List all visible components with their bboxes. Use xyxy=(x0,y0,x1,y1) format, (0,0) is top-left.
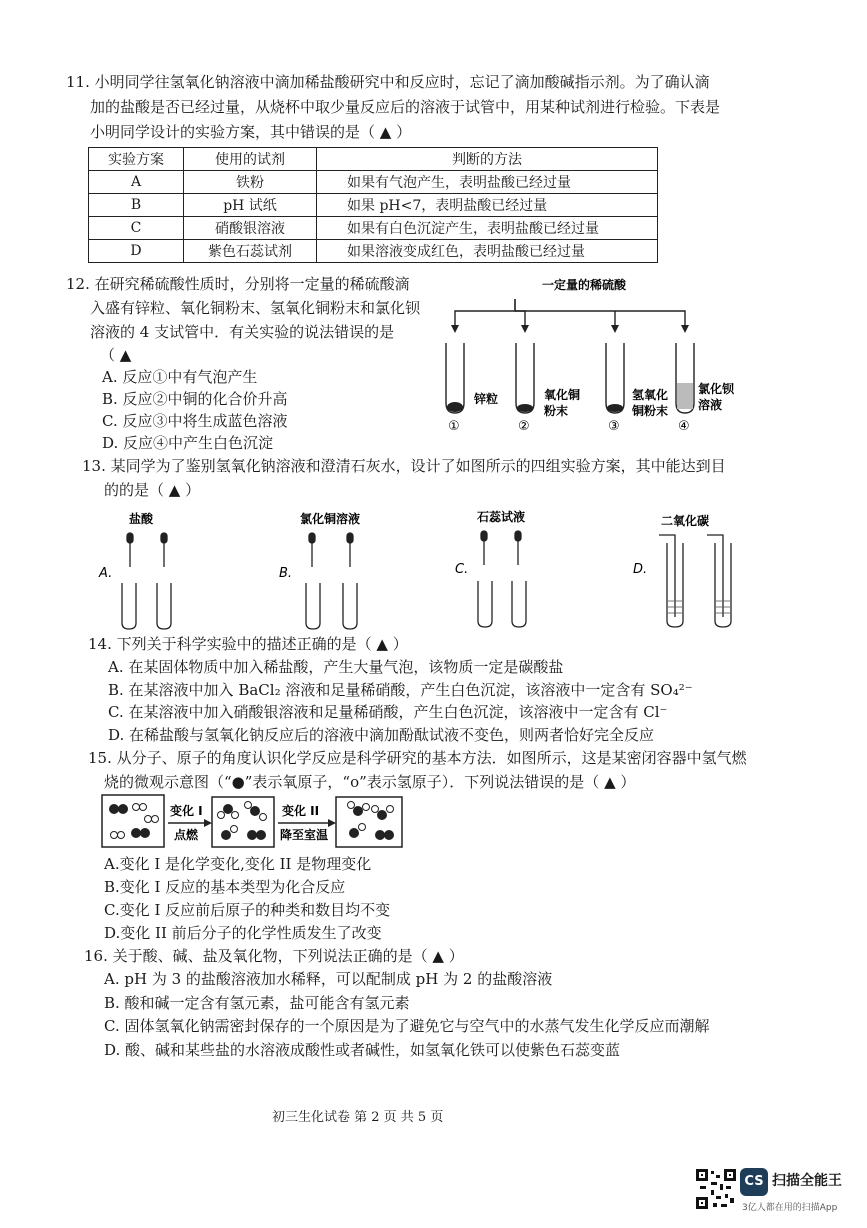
table-cell: 如果 pH<7，表明盐酸已经过量 xyxy=(317,194,658,217)
table-cell: 如果有气泡产生，表明盐酸已经过量 xyxy=(317,171,658,194)
q12-option-b: B. 反应②中铜的化合价升高 xyxy=(102,390,288,408)
q13-experiment-figure xyxy=(95,505,735,635)
table-cell: 如果有白色沉淀产生，表明盐酸已经过量 xyxy=(317,217,658,240)
molecules-after-reaction xyxy=(218,802,267,841)
q14-option-d: D. 在稀盐酸与氢氧化钠反应后的溶液中滴加酚酞试液不变色，则两者恰好完全反应 xyxy=(108,726,655,744)
q11-stem-line2: 加的盐酸是否已经过量，从烧杯中取少量反应后的溶液于试管中，用某种试剂进行检验。下表是 xyxy=(90,98,721,116)
test-tube-3 xyxy=(606,343,624,413)
scanner-tagline: 3亿人都在用的扫描App xyxy=(742,1203,838,1213)
tube4-label-b: 溶液 xyxy=(698,398,723,412)
test-tube-2 xyxy=(516,343,534,413)
q16-option-c: C. 固体氢氧化钠需密封保存的一个原因是为了避免它与空气中的水蒸气发生化学反应而潮解 xyxy=(104,1017,710,1035)
q14-option-c: C. 在某溶液中加入硝酸银溶液和足量稀硝酸，产生白色沉淀，该溶液中一定含有 Cl⁻ xyxy=(108,703,668,721)
tube1-label: 锌粒 xyxy=(474,392,499,406)
q12-stem-line1: 12. 在研究稀硫酸性质时，分别将一定量的稀硫酸滴 xyxy=(66,275,410,293)
tube2-number: ② xyxy=(518,419,530,434)
dropper-pair-c xyxy=(481,531,521,565)
q12-option-a: A. 反应①中有气泡产生 xyxy=(102,368,258,386)
reagent-label-c: 石蕊试液 xyxy=(477,510,526,524)
tube3-number: ③ xyxy=(608,419,620,434)
table-row xyxy=(89,194,658,217)
copper-hydroxide-powder xyxy=(607,404,623,412)
table-cell: pH 试纸 xyxy=(184,194,317,217)
table-header-cell: 实验方案 xyxy=(89,148,184,171)
option-letter-b: B. xyxy=(279,566,293,581)
option-letter-a: A. xyxy=(99,566,113,581)
q13-stem-line2: 的的是（ ▲ ） xyxy=(104,481,201,499)
table-cell: A xyxy=(89,171,184,194)
q15-stem-line2: 烧的微观示意图（“●”表示氧原子，“o”表示氢原子）．下列说法错误的是（ ▲ ） xyxy=(104,773,636,791)
q14-stem: 14. 下列关于科学实验中的描述正确的是（ ▲ ） xyxy=(88,635,408,653)
tube2-label-b: 粉末 xyxy=(544,404,569,418)
q11-stem-line1: 11. 小明同学往氢氧化钠溶液中滴加稀盐酸研究中和反应时，忘记了滴加酸碱指示剂。为了确认滴 xyxy=(66,73,710,91)
q15-option-c: C.变化 I 反应前后原子的种类和数目均不变 xyxy=(104,901,391,919)
tube4-label-a: 氯化钡 xyxy=(698,382,735,396)
tube1-number: ① xyxy=(448,419,460,434)
arrow1-top-label: 变化 I xyxy=(170,804,203,818)
table-cell: 硝酸银溶液 xyxy=(184,217,317,240)
table-row xyxy=(89,240,658,263)
tube3-label-a: 氢氧化 xyxy=(632,388,669,402)
test-tube xyxy=(306,583,320,629)
test-tube xyxy=(122,583,136,629)
scanner-logo-icon: CS xyxy=(740,1168,768,1196)
arrow2-bottom-label: 降至室温 xyxy=(280,828,329,842)
q15-option-d: D.变化 II 前后分子的化学性质发生了改变 xyxy=(104,924,382,942)
q12-figure-title: 一定量的稀硫酸 xyxy=(542,278,627,292)
qr-code-icon xyxy=(695,1168,737,1210)
arrow-head xyxy=(521,325,529,333)
table-row xyxy=(89,217,658,240)
test-tube xyxy=(478,581,492,627)
q12-stem-line4: （ ▲ xyxy=(100,346,132,364)
gas-delivery-pair-d xyxy=(659,535,723,617)
arrow-head xyxy=(681,325,689,333)
tube4-number: ④ xyxy=(678,419,690,434)
q16-option-b: B. 酸和碱一定含有氢元素，盐可能含有氢元素 xyxy=(104,994,410,1012)
table-cell: C xyxy=(89,217,184,240)
q14-option-a: A. 在某固体物质中加入稀盐酸，产生大量气泡，该物质一定是碳酸盐 xyxy=(108,658,564,676)
reagent-label-a: 盐酸 xyxy=(129,512,154,526)
q15-micro-diagram xyxy=(100,793,420,853)
zinc-granules xyxy=(447,402,463,412)
molecules-after-cooling xyxy=(348,802,395,841)
q16-stem: 16. 关于酸、碱、盐及氧化物，下列说法正确的是（ ▲ ） xyxy=(84,947,464,965)
q15-option-a: A.变化 I 是化学变化,变化 II 是物理变化 xyxy=(104,855,372,873)
table-row xyxy=(89,171,658,194)
copper-oxide-powder xyxy=(517,404,533,412)
dropper-pair-a xyxy=(127,533,167,567)
test-tube xyxy=(512,581,526,627)
table-cell: 紫色石蕊试剂 xyxy=(184,240,317,263)
table-cell: B xyxy=(89,194,184,217)
container-after-reaction xyxy=(212,797,274,847)
arrow2-top-label: 变化 II xyxy=(282,804,320,818)
q15-stem-line1: 15. 从分子、原子的角度认识化学反应是科学研究的基本方法．如图所示，这是某密闭容器中氢气燃 xyxy=(88,749,747,767)
dropper-pair-b xyxy=(309,533,353,567)
q14-option-b: B. 在某溶液中加入 BaCl₂ 溶液和足量稀硝酸，产生白色沉淀，该溶液中一定含有 SO₄²⁻ xyxy=(108,681,693,699)
arrow-head xyxy=(451,325,459,333)
branch-line xyxy=(515,311,525,327)
test-tube xyxy=(157,583,171,629)
option-letter-c: C. xyxy=(455,562,469,577)
q16-option-d: D. 酸、碱和某些盐的水溶液成酸性或者碱性，如氢氧化铁可以使紫色石蕊变蓝 xyxy=(104,1041,621,1059)
option-letter-d: D. xyxy=(633,562,648,577)
page-footer: 初三生化试卷 第 2 页 共 5 页 xyxy=(272,1110,444,1125)
molecules-before xyxy=(109,804,159,839)
reagent-label-b: 氯化铜溶液 xyxy=(300,512,361,526)
test-tube xyxy=(343,583,357,629)
tube2-label-a: 氧化铜 xyxy=(544,388,581,402)
q12-test-tubes-figure xyxy=(440,275,770,435)
table-header-row xyxy=(89,148,658,171)
barium-chloride-solution xyxy=(677,383,693,409)
reagent-label-d: 二氧化碳 xyxy=(661,514,710,528)
arrow-head xyxy=(328,819,336,827)
branch-line xyxy=(515,311,685,327)
q12-stem-line3: 溶液的 4 支试管中．有关实验的说法错误的是 xyxy=(90,323,395,341)
table-cell: 铁粉 xyxy=(184,171,317,194)
arrow-head xyxy=(204,819,212,827)
branch-line xyxy=(455,299,515,327)
table-cell: 如果溶液变成红色，表明盐酸已经过量 xyxy=(317,240,658,263)
q12-stem-line2: 入盛有锌粒、氧化铜粉末、氢氧化铜粉末和氯化钡 xyxy=(90,299,421,317)
table-header-cell: 使用的试剂 xyxy=(184,148,317,171)
table-header-cell: 判断的方法 xyxy=(317,148,658,171)
table-cell: D xyxy=(89,240,184,263)
q12-option-c: C. 反应③中将生成蓝色溶液 xyxy=(102,412,288,430)
q12-option-d: D. 反应④中产生白色沉淀 xyxy=(102,434,274,452)
arrow1-bottom-label: 点燃 xyxy=(174,828,199,842)
q11-stem-line3: 小明同学设计的实验方案，其中错误的是（ ▲ ） xyxy=(90,123,412,141)
q13-stem-line1: 13. 某同学为了鉴别氢氧化钠溶液和澄清石灰水，设计了如图所示的四组实验方案，其中能达到目 xyxy=(82,457,726,475)
q15-option-b: B.变化 I 反应的基本类型为化合反应 xyxy=(104,878,346,896)
scanner-app-name: 扫描全能王 xyxy=(772,1173,842,1189)
q16-option-a: A. pH 为 3 的盐酸溶液加水稀释，可以配制成 pH 为 2 的盐酸溶液 xyxy=(104,970,553,988)
q11-plan-table xyxy=(88,147,658,263)
tube3-label-b: 铜粉末 xyxy=(632,404,669,418)
arrow-head xyxy=(611,325,619,333)
